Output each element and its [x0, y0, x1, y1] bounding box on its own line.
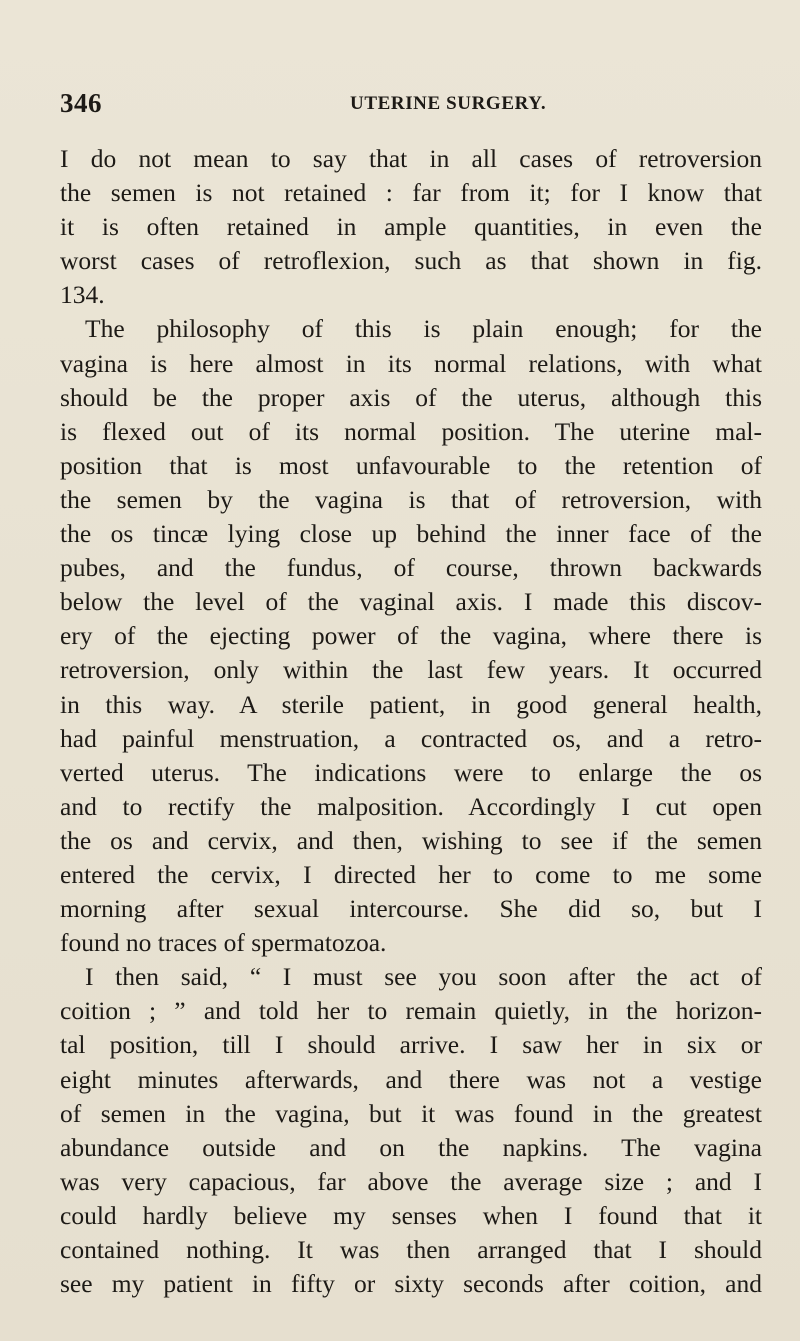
text-line: retroversion, only within the last few years. It occurred	[60, 655, 762, 685]
text-line: the semen is not retained : far from it; for I know that	[60, 178, 762, 208]
text-line: and to rectify the malposition. Accordingly I cut open	[60, 791, 762, 821]
text-line: worst cases of retroflexion, such as that shown in fig.	[60, 246, 762, 276]
text-line: position that is most unfavourable to the retention of	[60, 450, 762, 480]
text-line: should be the proper axis of the uterus, although this	[60, 382, 762, 412]
text-line: coition ; ” and told her to remain quietly, in the horizon-	[60, 996, 762, 1026]
text-line: it is often retained in ample quantities, in even the	[60, 212, 762, 242]
text-line: eight minutes afterwards, and there was not a vestige	[60, 1064, 762, 1094]
body-text	[60, 142, 762, 1301]
text-line: morning after sexual intercourse. She did so, but I	[60, 894, 762, 924]
text-line: The philosophy of this is plain enough; for the	[85, 314, 762, 344]
text-line: the semen by the vagina is that of retroversion, with	[60, 484, 762, 514]
text-line: contained nothing. It was then arranged that I should	[60, 1235, 762, 1264]
text-line: entered the cervix, I directed her to come to me some	[60, 859, 762, 889]
text-line: I do not mean to say that in all cases of retroversion	[60, 144, 762, 173]
running-head	[60, 88, 760, 122]
running-title: UTERINE SURGERY.	[350, 93, 547, 114]
text-line: found no traces of spermatozoa.	[60, 928, 387, 958]
text-line: in this way. A sterile patient, in good general health,	[60, 689, 762, 719]
text-line: could hardly believe my senses when I found that it	[60, 1200, 762, 1230]
text-line: see my patient in fifty or sixty seconds after coition, and	[60, 1269, 762, 1299]
text-line: of semen in the vagina, but it was found in the greatest	[60, 1098, 762, 1128]
page-number: 346	[60, 88, 102, 118]
text-line: pubes, and the fundus, of course, thrown backwards	[60, 553, 762, 583]
text-line: abundance outside and on the napkins. The vagina	[60, 1132, 762, 1162]
text-line: I then said, “ I must see you soon after the act of	[85, 962, 762, 992]
text-line: is flexed out of its normal position. The uterine mal-	[60, 416, 762, 446]
text-line: had painful menstruation, a contracted os, and a retro-	[60, 723, 762, 753]
text-line: ery of the ejecting power of the vagina, where there is	[60, 621, 762, 651]
text-line: tal position, till I should arrive. I saw her in six or	[60, 1030, 762, 1060]
text-line: the os tincæ lying close up behind the inner face of the	[60, 519, 762, 549]
text-line: 134.	[60, 280, 105, 310]
text-line: below the level of the vaginal axis. I made this discov-	[60, 587, 762, 617]
text-line: the os and cervix, and then, wishing to see if the semen	[60, 825, 762, 855]
text-line: verted uterus. The indications were to enlarge the os	[60, 757, 762, 787]
text-line: vagina is here almost in its normal relations, with what	[60, 348, 762, 378]
text-line: was very capacious, far above the average size ; and I	[60, 1166, 762, 1196]
